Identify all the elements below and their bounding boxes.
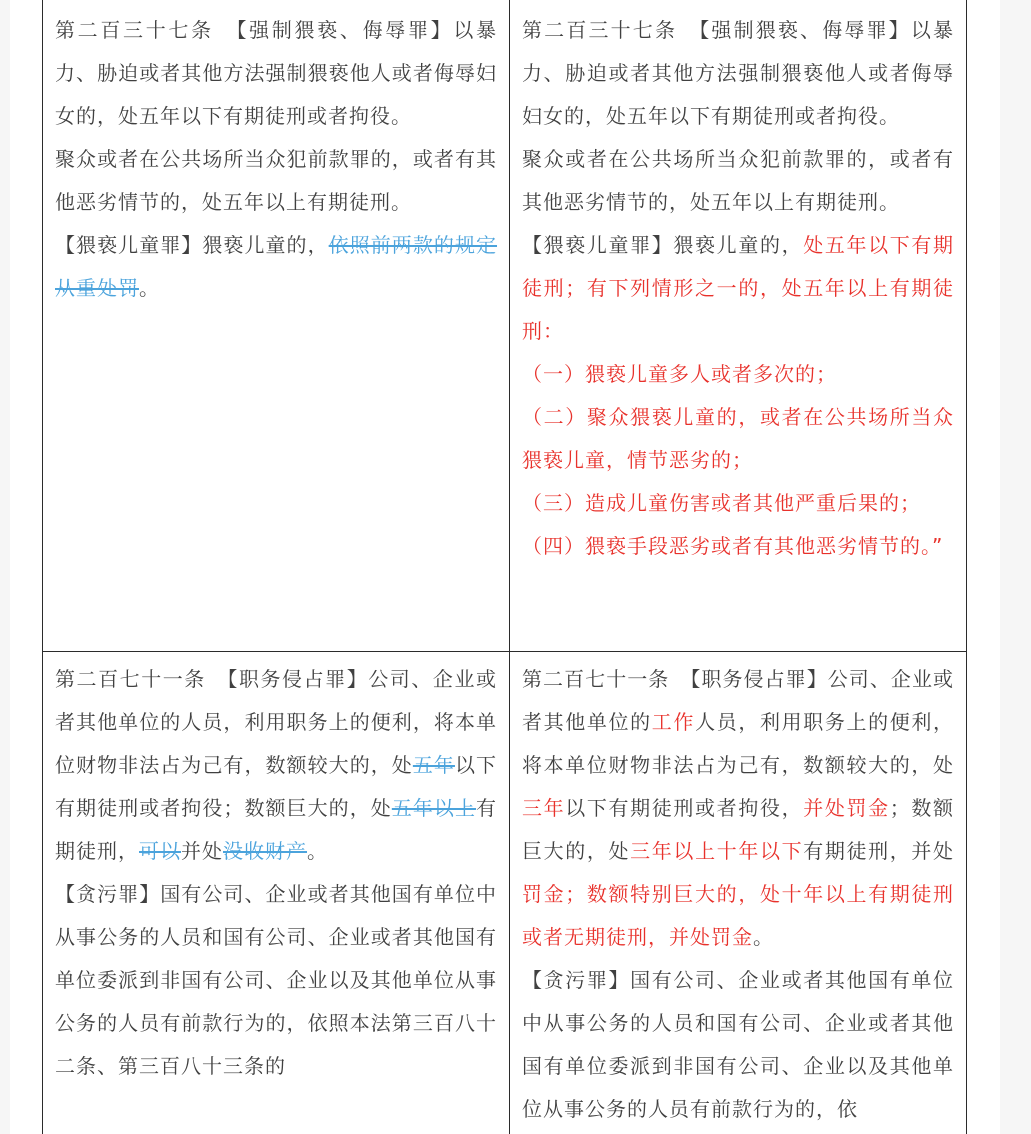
paragraph: [522, 482, 954, 525]
paragraph: [55, 9, 497, 138]
paragraph: [522, 959, 954, 1131]
added-text: （三）造成儿童伤害或者其他严重后果的；: [522, 491, 921, 515]
text-run: 【猥亵儿童罪】猥亵儿童的，: [55, 233, 329, 257]
amended-text-cell: [510, 0, 967, 652]
paragraph: [55, 138, 497, 224]
text-run: 聚众或者在公共场所当众犯前款罪的，或者有其他恶劣情节的，处五年以上有期徒刑。: [55, 147, 497, 214]
text-run: 人员，利用职务上的便利，将本单位财物非法占为己有，数额较大的，处: [522, 710, 955, 777]
deleted-text: 可以: [139, 839, 181, 863]
paragraph: [522, 353, 954, 396]
added-text: 三年: [522, 796, 566, 820]
paragraph: [522, 9, 954, 138]
deleted-text: 五年以上: [391, 796, 477, 820]
original-text-cell: [43, 0, 510, 652]
text-run: 第二百三十七条 【强制猥亵、侮辱罪】以暴力、胁迫或者其他方法强制猥亵他人或者侮辱妇女的，处五年以下有期徒刑或者拘役。: [522, 18, 954, 128]
text-run: 【猥亵儿童罪】猥亵儿童的，: [522, 233, 804, 257]
text-run: 聚众或者在公共场所当众犯前款罪的，或者有其他恶劣情节的，处五年以上有期徒刑。: [522, 147, 954, 214]
paragraph: [55, 873, 497, 1088]
text-run: 【贪污罪】国有公司、企业或者其他国有单位中从事公务的人员和国有公司、企业或者其他国有单位委派到非国有公司、企业以及其他单位从事公务的人员有前款行为的，依照本法第三百八十二条、第三百八十三条的: [55, 882, 497, 1078]
added-text: 处五年以下有期徒刑；有下列情形之一的，处五年以上有期徒刑：: [522, 233, 955, 343]
paragraph: [522, 658, 954, 959]
deleted-text: 依照前两款的规定从重处罚: [55, 233, 498, 300]
paragraph: [55, 224, 497, 310]
table-row: [43, 652, 967, 1134]
added-text: （四）猥亵手段恶劣或者有其他恶劣情节的。”: [522, 534, 944, 558]
added-text: 并处罚金: [803, 796, 890, 820]
text-run: 。: [753, 925, 774, 949]
added-text: （二）聚众猥亵儿童的，或者在公共场所当众猥亵儿童，情节恶劣的；: [522, 405, 954, 472]
text-run: 第二百三十七条 【强制猥亵、侮辱罪】以暴力、胁迫或者其他方法强制猥亵他人或者侮辱妇女的，处五年以下有期徒刑或者拘役。: [55, 18, 497, 128]
added-text: 三年以上十年以下: [630, 839, 804, 863]
text-run: 以下有期徒刑或者拘役，: [565, 796, 804, 820]
added-text: （一）猥亵儿童多人或者多次的；: [522, 362, 837, 386]
text-run: 有期徒刑，并处: [803, 839, 955, 863]
paragraph: [522, 396, 954, 482]
original-text-cell: [43, 652, 510, 1134]
text-run: 第二百七十一条 【职务侵占罪】公司、企业或者其他单位的人员，利用职务上的便利，将本单位财物非法占为己有，数额较大的，处: [55, 667, 497, 777]
added-text: 罚金；数额特别巨大的，处十年以上有期徒刑或者无期徒刑，并处罚金: [522, 882, 954, 949]
deleted-text: 没收财产: [223, 839, 307, 863]
table-row: [43, 0, 967, 652]
paragraph: [522, 138, 954, 224]
text-run: 。: [307, 839, 328, 863]
text-run: 有期徒刑，: [55, 796, 498, 863]
text-run: 并处: [181, 839, 223, 863]
text-run: 【贪污罪】国有公司、企业或者其他国有单位中从事公务的人员和国有公司、企业或者其他国有单位委派到非国有公司、企业以及其他单位从事公务的人员有前款行为的，依: [522, 968, 954, 1121]
paragraph: [522, 525, 954, 568]
text-run: ；数额巨大的，处: [522, 796, 955, 863]
paragraph: [55, 658, 497, 873]
text-run: 第二百七十一条 【职务侵占罪】公司、企业或者其他单位的: [522, 667, 954, 734]
document-page: [10, 0, 1000, 1134]
paragraph: [522, 224, 954, 353]
text-run: 。: [139, 276, 160, 300]
deleted-text: 五年: [412, 753, 455, 777]
text-run: 以下有期徒刑或者拘役；数额巨大的，处: [55, 753, 498, 820]
law-comparison-table: [42, 0, 967, 1134]
amended-text-cell: [510, 652, 967, 1134]
added-text: 工作: [651, 710, 696, 734]
